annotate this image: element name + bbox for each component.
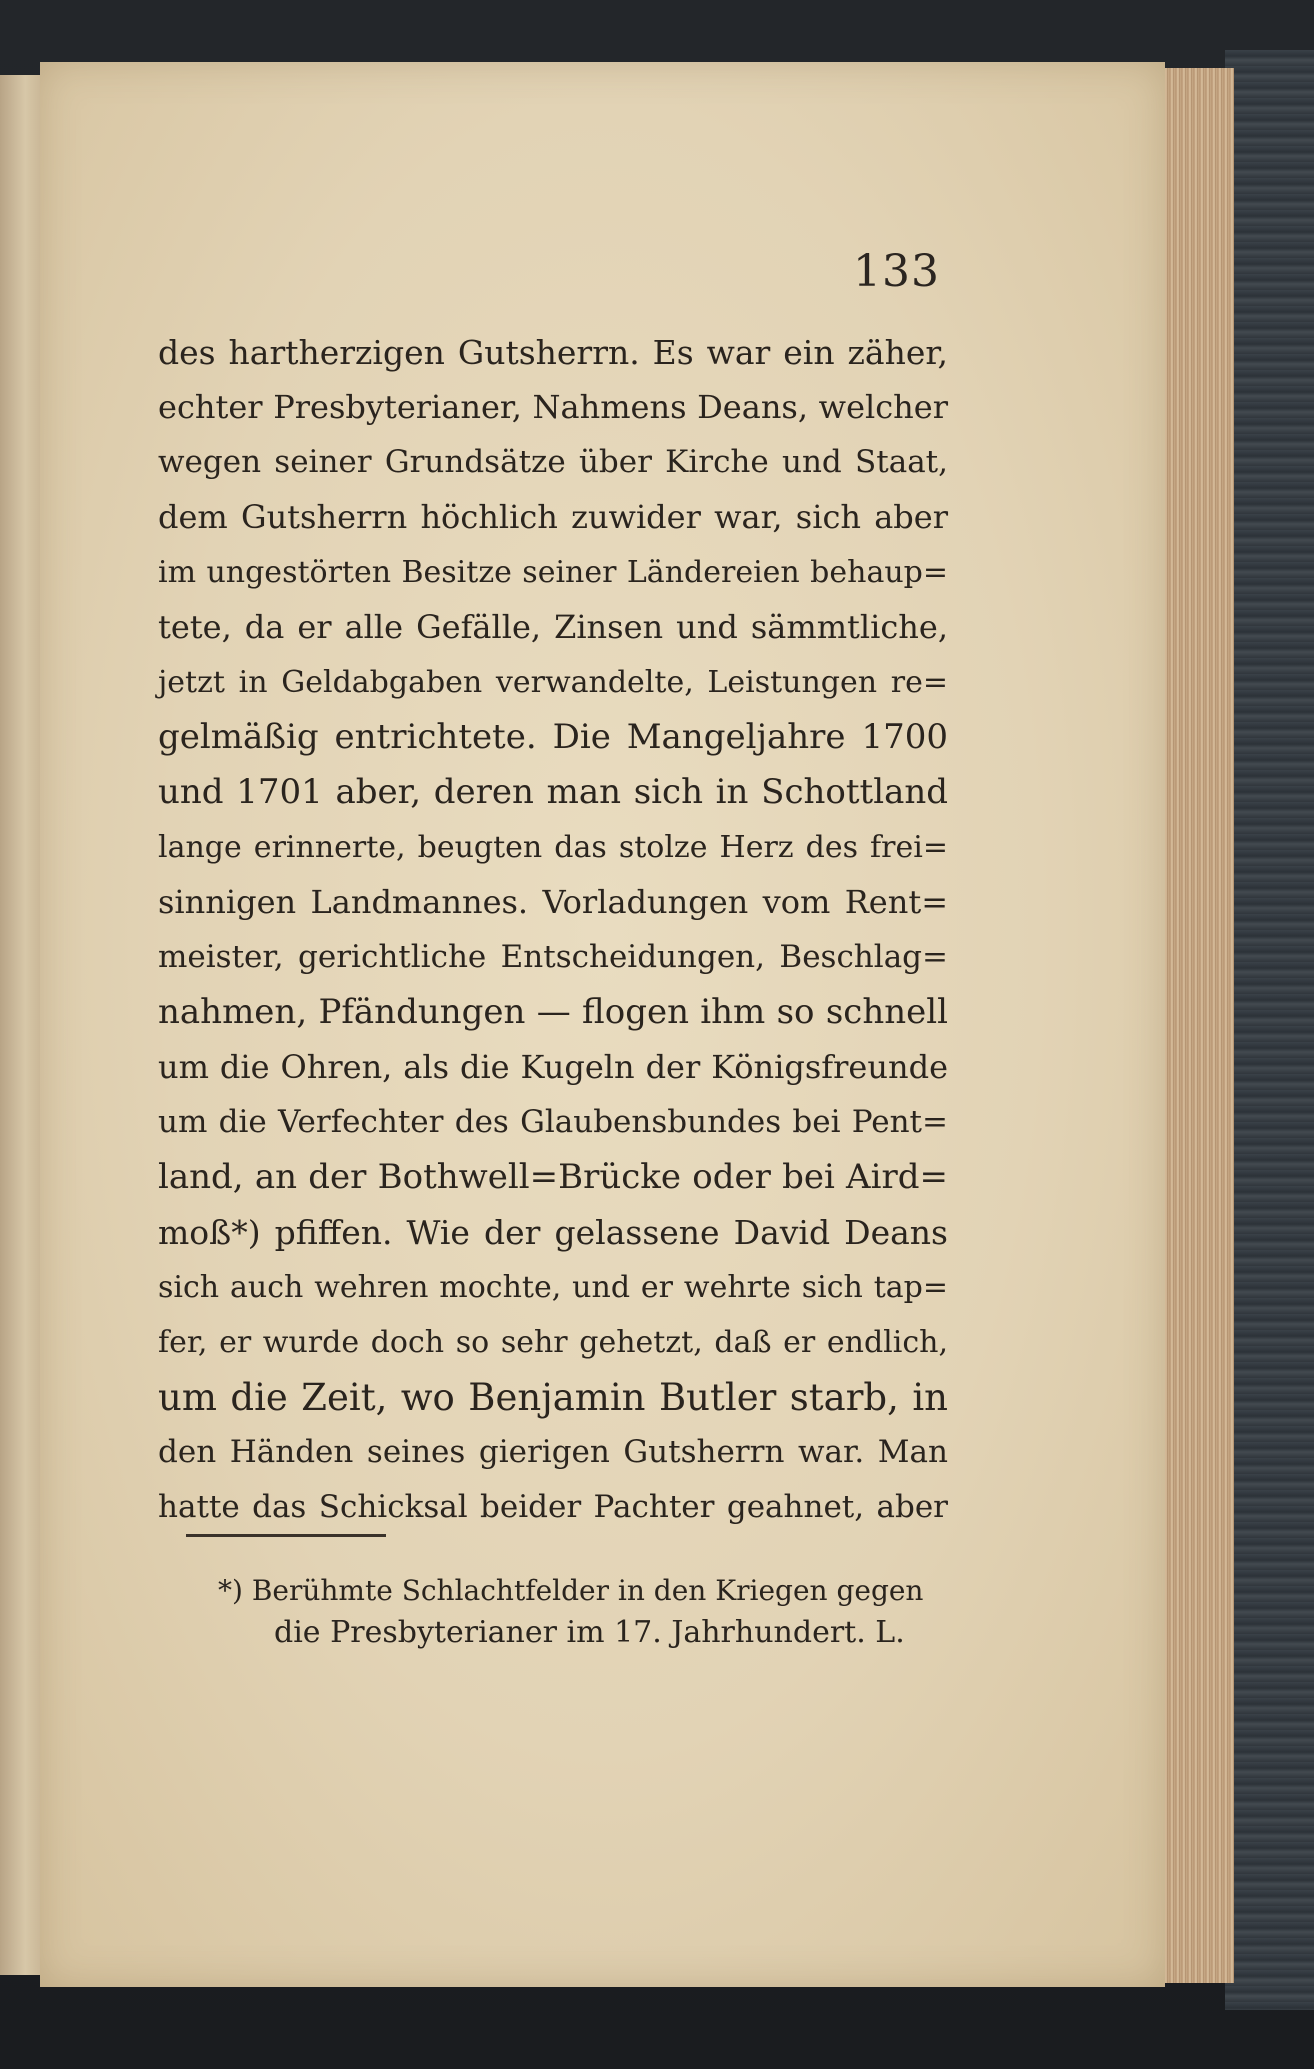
text-line: nahmen, Pfändungen — flogen ihm so schnell (158, 992, 948, 1032)
text-line: sinnigen Landmannes. Vorladungen vom Rent= (158, 883, 948, 921)
book-cover (1225, 50, 1314, 2010)
text-line: meister, gerichtliche Entscheidungen, Beschlag= (158, 939, 948, 975)
footnote (218, 1570, 948, 1654)
text-line: des hartherzigen Gutsherrn. Es war ein zäher, (158, 333, 948, 372)
text-line: und 1701 aber, deren man sich in Schottland (158, 772, 948, 812)
text-line: jetzt in Geldabgaben verwandelte, Leistungen re= (158, 665, 948, 700)
text-line: hatte das Schicksal beider Pachter geahnet, aber (158, 1489, 948, 1525)
text-line: echter Presbyterianer, Nahmens Deans, welcher (158, 388, 948, 426)
page-number: 133 (853, 246, 940, 297)
footnote-line: die Presbyterianer im 17. Jahrhundert. L. (274, 1615, 905, 1650)
text-line: tete, da er alle Gefälle, Zinsen und sämmtliche, (158, 608, 948, 646)
text-line: im ungestörten Besitze seiner Ländereien behaup= (158, 555, 948, 590)
text-line: den Händen seines gierigen Gutsherrn war. Man (158, 1434, 948, 1470)
text-line: lange erinnerte, beugten das stolze Herz des frei= (158, 830, 948, 865)
text-line: um die Zeit, wo Benjamin Butler starb, in (158, 1376, 948, 1419)
text-line: um die Verfechter des Glaubensbundes bei Pent= (158, 1104, 948, 1140)
text-line: moß*) pfiffen. Wie der gelassene David Deans (158, 1213, 948, 1252)
text-line: gelmäßig entrichtete. Die Mangeljahre 1700 (158, 717, 948, 757)
text-line: sich auch wehren mochte, und er wehrte sich tap= (158, 1270, 948, 1305)
body-text (158, 325, 948, 1535)
text-line: fer, er wurde doch so sehr gehetzt, daß er endlich, (158, 1325, 948, 1360)
text-line: dem Gutsherrn höchlich zuwider war, sich aber (158, 498, 948, 536)
text-line: um die Ohren, als die Kugeln der Königsfreunde (158, 1048, 948, 1086)
text-line: wegen seiner Grundsätze über Kirche und Staat, (158, 444, 948, 480)
footnote-line: *) Berühmte Schlachtfelder in den Kriegen gegen (218, 1574, 924, 1607)
footnote-rule (186, 1534, 386, 1537)
page-block-edges (1160, 68, 1234, 1983)
left-page-edge (0, 75, 44, 1975)
text-line: land, an der Bothwell=Brücke oder bei Aird= (158, 1157, 948, 1197)
